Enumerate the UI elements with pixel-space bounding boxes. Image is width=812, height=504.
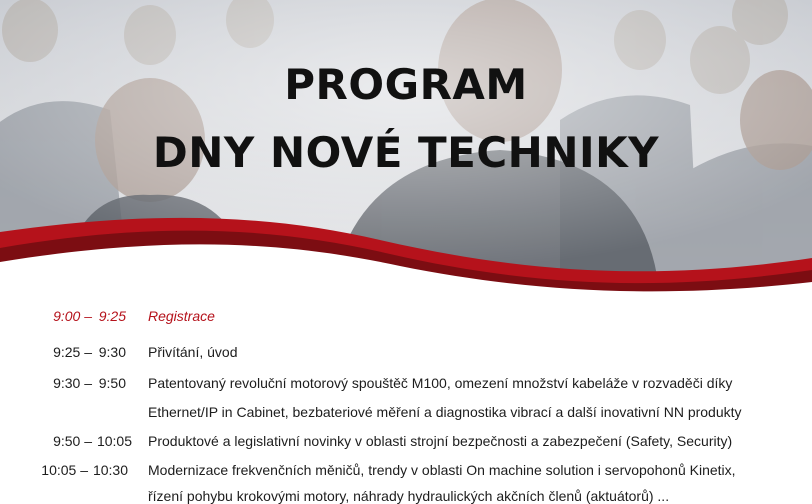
agenda-start-time: 9:25 – bbox=[53, 344, 92, 360]
agenda-start-time: 9:00 – bbox=[53, 308, 92, 324]
agenda-end-time: 9:50 bbox=[98, 375, 126, 391]
agenda-start-time: 9:30 – bbox=[53, 375, 92, 391]
program-title: PROGRAM bbox=[284, 60, 528, 109]
agenda-title: Registrace bbox=[148, 308, 215, 324]
agenda-end-time: 10:30 bbox=[92, 462, 128, 478]
agenda-start-time: 9:50 – bbox=[53, 433, 92, 449]
agenda-title: Ethernet/IP in Cabinet, bezbateriové měření a diagnostika vibrací a další inovativní NN produkty bbox=[148, 404, 742, 420]
agenda-start-time: 10:05 – bbox=[41, 462, 88, 478]
agenda-end-time: 10:05 bbox=[96, 433, 132, 449]
agenda-end-time: 9:25 bbox=[98, 308, 126, 324]
agenda-title: Modernizace frekvenčních měničů, trendy v oblasti On machine solution i servopohonů Kinetix, bbox=[148, 462, 736, 478]
event-title: DNY NOVÉ TECHNIKY bbox=[152, 128, 660, 177]
agenda-title: Přivítání, úvod bbox=[148, 344, 238, 360]
agenda-title: řízení pohybu krokovými motory, náhrady hydraulických akčních členů (aktuátorů) ... bbox=[148, 488, 670, 504]
agenda-title: Produktové a legislativní novinky v oblasti strojní bezpečnosti a zabezpečení (Safety, Security) bbox=[148, 433, 733, 449]
agenda-end-time: 9:30 bbox=[98, 344, 126, 360]
agenda-title: Patentovaný revoluční motorový spouštěč M100, omezení množství kabeláže v rozvaděči díky bbox=[148, 375, 733, 391]
